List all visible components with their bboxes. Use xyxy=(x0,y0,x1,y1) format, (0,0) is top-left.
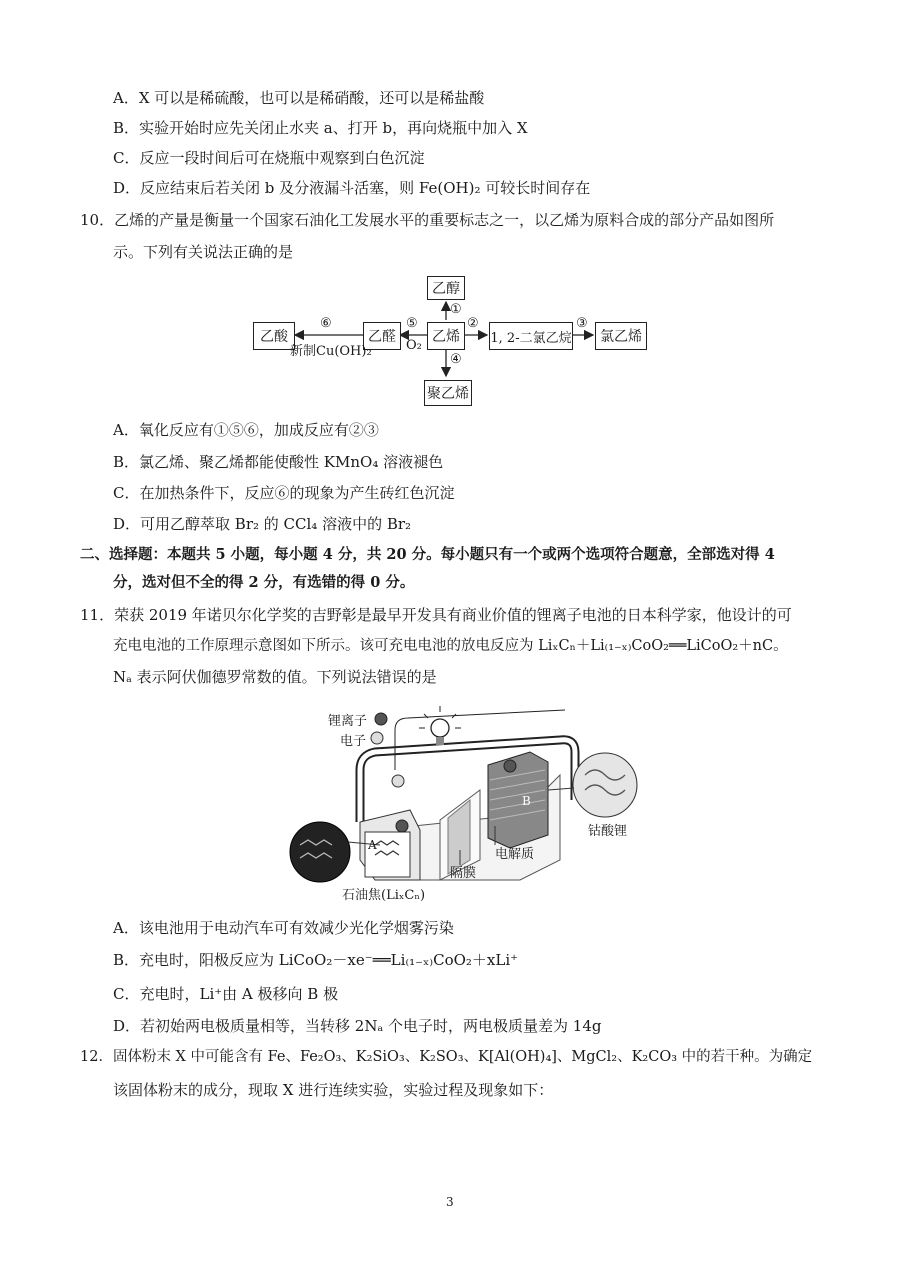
q10-option-a: A．氧化反应有①⑤⑥，加成反应有②③ xyxy=(113,421,379,439)
label-reaction-6: ⑥ xyxy=(320,316,332,331)
q11-option-b: B．充电时，阳极反应为 LiCoO₂－xe⁻══Li₍₁₋ₓ₎CoO₂＋xLi⁺ xyxy=(113,951,519,969)
q10-option-c: C．在加热条件下，反应⑥的现象为产生砖红色沉淀 xyxy=(113,484,455,502)
label-electrode-b: B xyxy=(522,794,531,808)
label-electrode-a: A xyxy=(368,838,377,852)
q9-option-a: A．X 可以是稀硫酸，也可以是稀硝酸，还可以是稀盐酸 xyxy=(113,89,485,107)
label-lithium-cobaltate: 钴酸锂 xyxy=(588,824,628,839)
q11-option-c: C．充电时，Li⁺由 A 极移向 B 极 xyxy=(113,985,339,1003)
box-acetic-acid: 乙酸 xyxy=(253,322,295,350)
box-vinyl-chloride: 氯乙烯 xyxy=(595,322,647,350)
box-dichloroethane: 1, 2-二氯乙烷 xyxy=(489,322,573,350)
q9-option-d: D．反应结束后若关闭 b 及分液漏斗活塞，则 Fe(OH)₂ 可较长时间存在 xyxy=(113,179,591,197)
label-separator: 隔膜 xyxy=(450,866,477,881)
label-petroleum-coke: 石油焦(LiₓCₙ) xyxy=(342,888,426,903)
section2-heading-line2: 分，选对但不全的得 2 分，有选错的得 0 分。 xyxy=(113,574,415,591)
box-acetaldehyde: 乙醛 xyxy=(363,322,401,350)
q9-option-b: B．实验开始时应先关闭止水夹 a、打开 b，再向烧瓶中加入 X xyxy=(113,119,528,137)
label-reaction-5: ⑤ xyxy=(406,316,418,331)
label-reaction-4: ④ xyxy=(450,352,462,367)
q11-stem-line1: 11．荣获 2019 年诺贝尔化学奖的吉野彰是最早开发具有商业价值的锂离子电池的日本科学家，他设计的可 xyxy=(80,606,792,624)
legend-electron: 电子 xyxy=(340,734,367,749)
box-ethylene: 乙烯 xyxy=(427,322,465,350)
q12-stem-line1: 12．固体粉末 X 中可能含有 Fe、Fe₂O₃、K₂SiO₃、K₂SO₃、K[Al(OH)₄]、MgCl₂、K₂CO₃ 中的若干种。为确定 xyxy=(80,1049,813,1065)
legend-lithium-ion: 锂离子 xyxy=(328,714,368,729)
q10-option-b: B．氯乙烯、聚乙烯都能使酸性 KMnO₄ 溶液褪色 xyxy=(113,453,444,471)
q11-stem-line3: Nₐ 表示阿伏伽德罗常数的值。下列说法错误的是 xyxy=(113,668,437,686)
q11-stem-line2: 充电电池的工作原理示意图如下所示。该可充电电池的放电反应为 LiₓCₙ＋Li₍₁₋ₓ₎CoO₂══LiCoO₂＋nC。 xyxy=(113,638,788,654)
label-reaction-2: ② xyxy=(467,316,479,331)
label-reaction-3: ③ xyxy=(576,316,588,331)
label-o2: O₂ xyxy=(406,338,422,353)
label-cu-oh2: 新制Cu(OH)₂ xyxy=(290,344,372,359)
q10-stem-line1: 10．乙烯的产量是衡量一个国家石油化工发展水平的重要标志之一，以乙烯为原料合成的部分产品如图所 xyxy=(80,211,775,229)
q11-option-a: A．该电池用于电动汽车可有效减少光化学烟雾污染 xyxy=(113,919,454,937)
q12-stem-line2: 该固体粉末的成分，现取 X 进行连续实验，实验过程及现象如下： xyxy=(113,1081,554,1099)
q10-option-d: D．可用乙醇萃取 Br₂ 的 CCl₄ 溶液中的 Br₂ xyxy=(113,515,412,533)
box-ethanol: 乙醇 xyxy=(427,276,465,300)
q9-option-c: C．反应一段时间后可在烧瓶中观察到白色沉淀 xyxy=(113,149,425,167)
label-reaction-1: ① xyxy=(450,302,462,317)
label-electrolyte: 电解质 xyxy=(495,847,535,862)
q10-stem-line2: 示。下列有关说法正确的是 xyxy=(113,243,294,261)
page-number: 3 xyxy=(446,1195,454,1209)
section2-heading-line1: 二、选择题：本题共 5 小题，每小题 4 分，共 20 分。每小题只有一个或两个选项符合题意，全部选对得 4 xyxy=(80,546,775,563)
q11-option-d: D．若初始两电极质量相等，当转移 2Nₐ 个电子时，两电极质量差为 14g xyxy=(113,1017,602,1035)
box-polyethylene: 聚乙烯 xyxy=(424,380,472,406)
